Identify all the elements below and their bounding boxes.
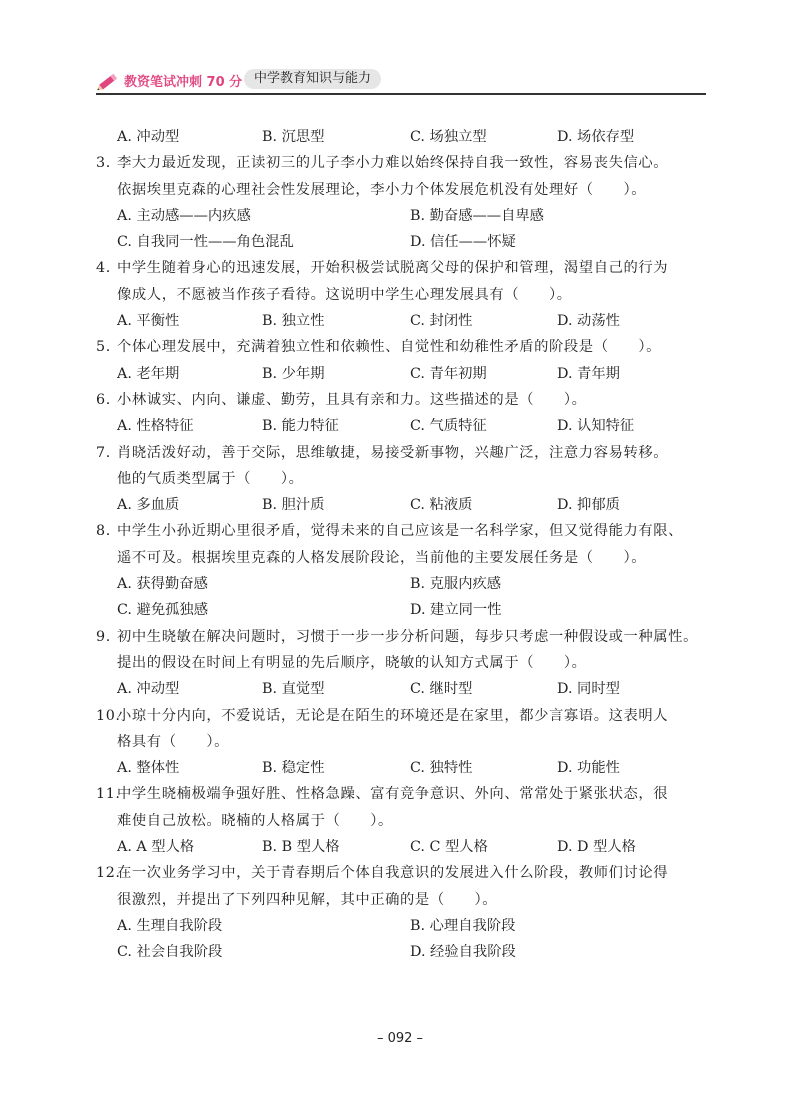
question-text-line: 李大力最近发现，正读初三的儿子李小力难以始终保持自我一致性，容易丧失信心。 — [117, 155, 669, 172]
option-row — [96, 755, 708, 781]
header-badge: 中学教育知识与能力 — [244, 69, 381, 89]
question-item — [96, 150, 708, 255]
page-header — [96, 66, 706, 96]
answer-option: D. 抑郁质 — [557, 497, 620, 514]
question-number: 4. — [96, 260, 111, 277]
question-number: 5. — [96, 339, 111, 356]
question-text-line: 小林诚实、内向、谦虚、勤劳，且具有亲和力。这些描述的是（ ）。 — [117, 391, 587, 408]
header-title: 教资笔试冲刺 70 分 — [124, 75, 243, 90]
question-number: 6. — [96, 391, 111, 408]
question-number: 9. — [96, 628, 111, 645]
pencil-icon — [96, 68, 122, 94]
option-row — [96, 203, 708, 229]
answer-option: A. 老年期 — [117, 365, 180, 382]
question-item — [96, 387, 708, 440]
option-row — [96, 124, 708, 150]
answer-option: A. 平衡性 — [117, 313, 180, 330]
question-text-line: 小琼十分内向，不爱说话，无论是在陌生的环境还是在家里，都少言寡语。这表明人 — [117, 707, 669, 724]
question-number: 11. — [96, 786, 121, 803]
option-row — [96, 597, 708, 623]
question-text-line: 格具有（ ）。 — [117, 733, 230, 750]
question-item — [96, 860, 708, 965]
answer-option: D. 同时型 — [557, 681, 620, 698]
question-text-line: 遥不可及。根据埃里克森的人格发展阶段论，当前他的主要发展任务是（ ）。 — [117, 549, 647, 566]
question-number: 12. — [96, 865, 121, 882]
question-text-line: 像成人，不愿被当作孩子看待。这说明中学生心理发展具有（ ）。 — [117, 286, 572, 303]
answer-option: A. 获得勤奋感 — [117, 576, 208, 593]
answer-option: C. 气质特征 — [410, 418, 487, 435]
answer-option: A. 性格特征 — [117, 418, 194, 435]
answer-option: B. 独立性 — [262, 313, 325, 330]
answer-option: C. 社会自我阶段 — [117, 944, 223, 961]
answer-option: D. 功能性 — [557, 760, 620, 777]
answer-option: D. 信任——怀疑 — [410, 234, 516, 251]
answer-option: B. 直觉型 — [262, 681, 325, 698]
answer-option: D. 动荡性 — [557, 313, 620, 330]
question-text-line: 依据埃里克森的心理社会性发展理论，李小力个体发展危机没有处理好（ ）。 — [117, 181, 647, 198]
question-item — [96, 334, 708, 387]
answer-option: B. 克服内疚感 — [410, 576, 502, 593]
question-text-line: 中学生小孙近期心里很矛盾，觉得未来的自己应该是一名科学家，但又觉得能力有限、 — [117, 523, 684, 540]
answer-option: D. 认知特征 — [557, 418, 635, 435]
question-item — [96, 255, 708, 334]
question-text-line: 在一次业务学习中，关于青春期后个体自我意识的发展进入什么阶段，教师们讨论得 — [117, 865, 669, 882]
option-row — [96, 834, 708, 860]
question-text-line: 很激烈，并提出了下列四种见解，其中正确的是（ ）。 — [117, 891, 498, 908]
question-number: 7. — [96, 444, 111, 461]
answer-option: B. 胆汁质 — [262, 497, 325, 514]
option-row — [96, 676, 708, 702]
question-item — [96, 703, 708, 782]
option-row — [96, 308, 708, 334]
header-divider — [96, 93, 706, 95]
question-item — [96, 124, 708, 150]
option-row — [96, 913, 708, 939]
question-text-line: 肖晓活泼好动，善于交际，思维敏捷，易接受新事物，兴趣广泛，注意力容易转移。 — [117, 444, 669, 461]
question-item — [96, 624, 708, 703]
answer-option: C. 继时型 — [410, 681, 473, 698]
answer-option: A. 主动感——内疚感 — [117, 207, 251, 224]
question-text-line: 难使自己放松。晓楠的人格属于（ ）。 — [117, 812, 393, 829]
answer-option: D. 场依存型 — [557, 129, 635, 145]
answer-option: B. 心理自我阶段 — [410, 917, 516, 934]
option-row — [96, 361, 708, 387]
answer-option: C. 场独立型 — [410, 129, 487, 145]
option-row — [96, 939, 708, 965]
question-list — [96, 124, 708, 966]
option-row — [96, 571, 708, 597]
page-number: – 092 – — [376, 1031, 424, 1046]
question-text-line: 他的气质类型属于（ ）。 — [117, 470, 304, 487]
answer-option: D. 经验自我阶段 — [410, 944, 516, 961]
option-row — [96, 413, 708, 439]
answer-option: B. 能力特征 — [262, 418, 339, 435]
question-number: 3. — [96, 155, 111, 172]
question-number: 8. — [96, 523, 111, 540]
answer-option: B. B 型人格 — [262, 839, 340, 856]
answer-option: A. 多血质 — [117, 497, 180, 514]
question-item — [96, 518, 708, 623]
question-item — [96, 781, 708, 860]
answer-option: C. 独特性 — [410, 760, 473, 777]
question-text-line: 中学生晓楠极端争强好胜、性格急躁、富有竞争意识、外向、常常处于紧张状态，很 — [117, 786, 669, 803]
answer-option: A. 冲动型 — [117, 129, 180, 145]
question-number: 10. — [96, 707, 121, 724]
answer-option: B. 稳定性 — [262, 760, 325, 777]
answer-option: A. 整体性 — [117, 760, 180, 777]
answer-option: C. 粘液质 — [410, 497, 473, 514]
answer-option: A. A 型人格 — [117, 839, 195, 856]
question-text-line: 提出的假设在时间上有明显的先后顺序，晓敏的认知方式属于（ ）。 — [117, 654, 587, 671]
answer-option: A. 冲动型 — [117, 681, 180, 698]
option-row — [96, 492, 708, 518]
answer-option: D. D 型人格 — [557, 839, 636, 856]
answer-option: C. 青年初期 — [410, 365, 487, 382]
question-item — [96, 440, 708, 519]
answer-option: B. 少年期 — [262, 365, 325, 382]
question-text-line: 中学生随着身心的迅速发展，开始积极尝试脱离父母的保护和管理，渴望自己的行为 — [117, 260, 669, 277]
answer-option: C. 封闭性 — [410, 313, 473, 330]
answer-option: B. 勤奋感——自卑感 — [410, 207, 544, 224]
answer-option: C. 避免孤独感 — [117, 602, 209, 619]
answer-option: C. 自我同一性——角色混乱 — [117, 234, 294, 251]
option-row — [96, 229, 708, 255]
question-text-line: 初中生晓敏在解决问题时，习惯于一步一步分析问题，每步只考虑一种假设或一种属性。 — [117, 628, 698, 645]
answer-option: D. 建立同一性 — [410, 602, 502, 619]
answer-option: C. C 型人格 — [410, 839, 488, 856]
answer-option: B. 沉思型 — [262, 129, 325, 145]
answer-option: A. 生理自我阶段 — [117, 917, 223, 934]
answer-option: D. 青年期 — [557, 365, 620, 382]
question-text-line: 个体心理发展中，充满着独立性和依赖性、自觉性和幼稚性矛盾的阶段是（ ）。 — [117, 339, 662, 356]
